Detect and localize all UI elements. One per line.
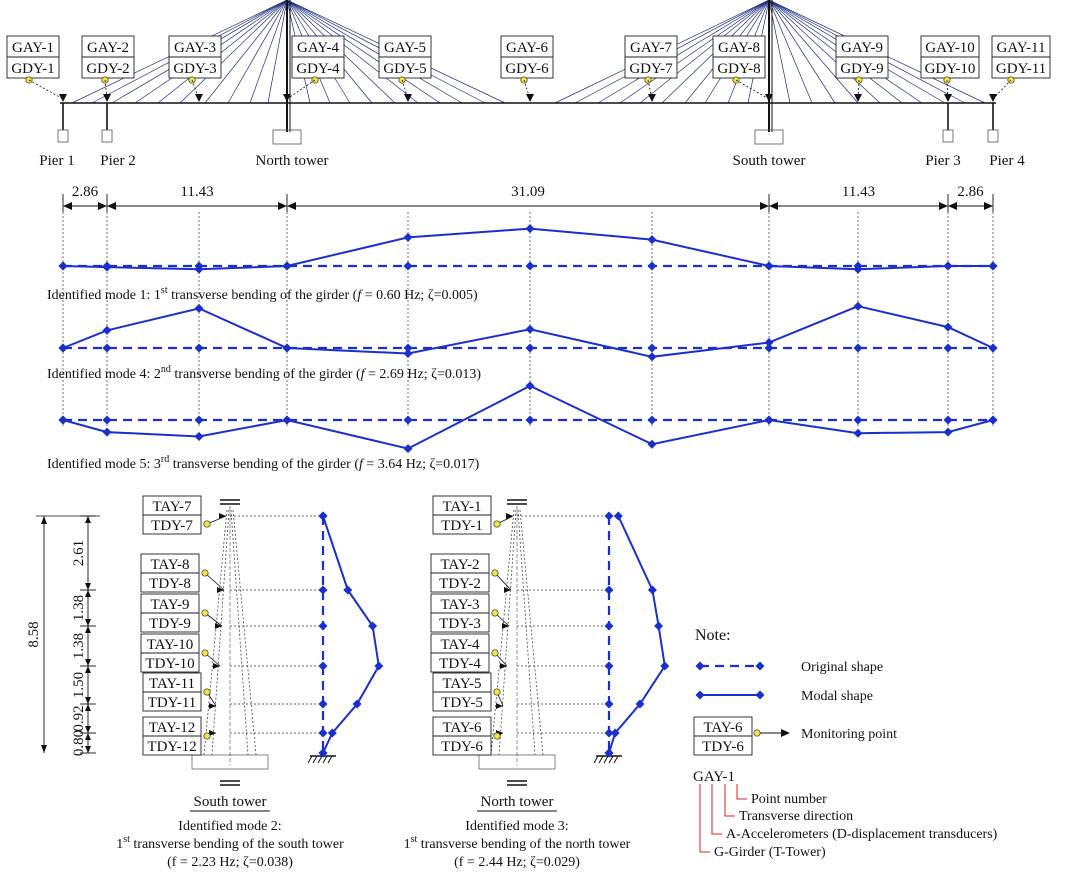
pier-1-foundation bbox=[58, 130, 68, 142]
total-height-label: 8.58 bbox=[26, 621, 42, 648]
tower-modal-shape bbox=[609, 516, 665, 753]
height-dim-5: 0.92 bbox=[71, 705, 87, 732]
tower-sensor-dot bbox=[494, 689, 500, 695]
modal-shape-node bbox=[648, 440, 657, 449]
modal-shape-node bbox=[283, 416, 292, 425]
tower-original-node bbox=[605, 700, 614, 709]
tower-sensor-dot bbox=[204, 733, 210, 739]
sensor-tdy-label: TDY-11 bbox=[147, 695, 197, 711]
legend-dot bbox=[754, 730, 760, 736]
sensor-tay-label: TAY-2 bbox=[440, 557, 480, 573]
original-shape-node bbox=[944, 344, 953, 353]
tower-caption-1: Identified mode 3: bbox=[465, 819, 569, 834]
caption-text: 1 bbox=[403, 837, 411, 852]
sensor-arrow bbox=[989, 94, 997, 102]
modal-shape-node bbox=[526, 224, 535, 233]
modal-shape-node bbox=[404, 349, 413, 358]
modal-shape-node bbox=[283, 344, 292, 353]
modal-shape-node bbox=[526, 325, 535, 334]
original-shape-node bbox=[404, 416, 413, 425]
pier-2-foundation bbox=[102, 130, 112, 142]
legend-code-bracket bbox=[700, 784, 710, 852]
dim-arrow bbox=[760, 202, 769, 210]
cable bbox=[769, 0, 812, 103]
tower-modal-node bbox=[319, 512, 328, 521]
original-shape-node bbox=[854, 344, 863, 353]
sensor-arrow bbox=[215, 623, 222, 629]
sensor-gdy-label: GDY-2 bbox=[86, 61, 130, 77]
span-dim-3: 31.09 bbox=[511, 184, 545, 200]
tower-sensor-dot bbox=[202, 650, 208, 656]
sensor-gdy-label: GDY-4 bbox=[296, 61, 340, 77]
caption-sup: st bbox=[160, 285, 168, 296]
sensor-gdy-label: GDY-10 bbox=[924, 61, 976, 77]
sensor-tdy-label: TDY-4 bbox=[439, 656, 481, 672]
legend-original-node bbox=[756, 662, 765, 671]
height-dim-1: 2.61 bbox=[71, 539, 87, 567]
height-dim-3: 1.38 bbox=[71, 632, 87, 660]
legend-code-bracket bbox=[712, 784, 722, 834]
sensor-arrow bbox=[217, 587, 224, 593]
sensor-gay-label: GAY-1 bbox=[12, 40, 54, 56]
sensor-tay-label: TAY-3 bbox=[440, 597, 480, 613]
tower-original-node bbox=[605, 586, 614, 595]
modal-shape-node bbox=[103, 428, 112, 437]
sensor-arrow bbox=[944, 94, 952, 102]
modal-shape-node bbox=[526, 381, 535, 390]
tower-sensor-dot bbox=[204, 521, 210, 527]
tower-modal-node bbox=[614, 512, 623, 521]
sensor-tay-label: TAY-11 bbox=[148, 676, 196, 692]
height-dim-arrow bbox=[85, 516, 91, 523]
girder-sensor-8 bbox=[713, 36, 765, 78]
height-dim-6: 0.80 bbox=[71, 729, 87, 757]
sensor-arrow bbox=[213, 663, 220, 669]
fixed-support-hatch bbox=[308, 756, 312, 763]
legend-title: Note: bbox=[695, 627, 731, 644]
legend-original-label: Original shape bbox=[801, 660, 884, 675]
north_tower-sensor-2 bbox=[431, 554, 511, 593]
modal-shape-line bbox=[63, 229, 993, 270]
dim-arrow bbox=[948, 202, 957, 210]
sensor-arrow bbox=[504, 587, 511, 593]
south-tower-label: South tower bbox=[732, 153, 806, 169]
modal-shape-node bbox=[195, 304, 204, 313]
dim-arrow bbox=[98, 202, 107, 210]
fixed-support-hatch bbox=[313, 756, 317, 763]
modal-shape-node bbox=[944, 262, 953, 271]
sensor-tdy-label: TDY-12 bbox=[147, 739, 197, 755]
modal-shape-node bbox=[989, 344, 998, 353]
legend-code-bracket bbox=[737, 784, 747, 799]
modal-shape-node bbox=[765, 262, 774, 271]
caption-text: transverse bending of the girder ( bbox=[170, 367, 361, 382]
girder-sensor-5 bbox=[379, 36, 431, 78]
original-shape-node bbox=[526, 344, 535, 353]
sensor-leader bbox=[736, 80, 769, 99]
sensor-leader bbox=[287, 80, 315, 99]
tower-caption-1: Identified mode 2: bbox=[178, 819, 282, 834]
sensor-tay-label: TAY-8 bbox=[150, 557, 190, 573]
sensor-tdy-label: TDY-9 bbox=[149, 616, 191, 632]
legend-code-part-4: G-Girder (T-Tower) bbox=[714, 845, 826, 860]
sensor-tay-label: TAY-1 bbox=[442, 499, 482, 515]
pier-4-foundation bbox=[988, 130, 998, 142]
legend-sample-tay: TAY-6 bbox=[703, 720, 743, 736]
sensor-arrow bbox=[195, 94, 203, 102]
caption-text: Identified mode 5: 3 bbox=[47, 457, 161, 472]
tower-sensor-dot bbox=[204, 689, 210, 695]
sensor-tdy-label: TDY-10 bbox=[145, 656, 195, 672]
north_tower-sensor-6 bbox=[433, 717, 503, 755]
original-shape-node bbox=[648, 262, 657, 271]
total-height-arrow bbox=[41, 745, 47, 753]
caption-text: transverse bending of the north tower bbox=[417, 837, 631, 852]
sensor-gay-label: GAY-10 bbox=[925, 40, 975, 56]
original-shape-node bbox=[404, 262, 413, 271]
sensor-tdy-label: TDY-3 bbox=[439, 616, 481, 632]
sensor-arrow bbox=[526, 94, 534, 102]
fixed-support-hatch bbox=[318, 756, 322, 763]
tower-modal-shape bbox=[323, 516, 379, 753]
dim-arrow bbox=[107, 202, 116, 210]
sensor-gay-label: GAY-5 bbox=[384, 40, 426, 56]
tower-caption-2 bbox=[116, 834, 344, 852]
original-shape-node bbox=[944, 416, 953, 425]
modal-shape-node bbox=[648, 352, 657, 361]
sensor-tay-label: TAY-4 bbox=[440, 637, 480, 653]
dim-arrow bbox=[287, 202, 296, 210]
modal-shape-node bbox=[103, 263, 112, 272]
modal-shape-node bbox=[989, 262, 998, 271]
girder-sensor-7 bbox=[625, 36, 677, 78]
legend-original-node bbox=[696, 662, 705, 671]
modal-shape-line bbox=[63, 386, 993, 449]
span-dim-5: 2.86 bbox=[957, 184, 984, 200]
girder-mode-caption bbox=[47, 454, 480, 472]
sensor-gay-label: GAY-2 bbox=[87, 40, 129, 56]
span-dim-2: 11.43 bbox=[180, 184, 214, 200]
caption-f: f bbox=[358, 457, 363, 472]
tower-sensor-dot bbox=[492, 650, 498, 656]
dim-arrow bbox=[278, 202, 287, 210]
girder-sensor-6 bbox=[501, 36, 553, 78]
caption-text: transverse bending of the south tower bbox=[129, 837, 344, 852]
sensor-tdy-label: TDY-6 bbox=[441, 739, 483, 755]
tower-sensor-dot bbox=[494, 521, 500, 527]
south_tower-sensor-2 bbox=[141, 554, 224, 593]
caption-sup: rd bbox=[160, 454, 170, 465]
legend-modal-node bbox=[756, 691, 765, 700]
modal-shape-node bbox=[989, 416, 998, 425]
fixed-support-hatch bbox=[604, 756, 608, 763]
tower-modal-node bbox=[648, 586, 657, 595]
sensor-tdy-label: TDY-2 bbox=[439, 576, 481, 592]
legend-modal-label: Modal shape bbox=[801, 689, 873, 704]
legend-code-bracket bbox=[725, 784, 735, 816]
height-dim-arrow bbox=[85, 583, 91, 590]
original-shape-node bbox=[854, 416, 863, 425]
girder-mode-caption bbox=[47, 285, 478, 303]
tower-sensor-dot bbox=[202, 570, 208, 576]
modal-shape-node bbox=[59, 262, 68, 271]
modal-shape-node bbox=[854, 302, 863, 311]
pier-2-label: Pier 2 bbox=[100, 153, 136, 169]
tower-name: North tower bbox=[480, 794, 554, 810]
sensor-tdy-label: TDY-5 bbox=[441, 695, 483, 711]
tower-original-node bbox=[319, 662, 328, 671]
caption-text: Identified mode 4: 2 bbox=[47, 367, 161, 382]
tower-original-node bbox=[605, 662, 614, 671]
sensor-leader bbox=[29, 80, 63, 99]
legend-code-part-1: Point number bbox=[751, 792, 827, 807]
girder-mode-1 bbox=[63, 229, 993, 270]
dim-arrow bbox=[984, 202, 993, 210]
fixed-support-hatch bbox=[328, 756, 332, 763]
original-shape-node bbox=[648, 344, 657, 353]
fixed-support-hatch bbox=[323, 756, 327, 763]
girder-sensor-3 bbox=[169, 36, 221, 78]
sensor-gdy-label: GDY-5 bbox=[383, 61, 427, 77]
sensor-gay-label: GAY-11 bbox=[996, 40, 1046, 56]
dim-arrow bbox=[769, 202, 778, 210]
north-tower-foundation bbox=[273, 130, 301, 144]
total-height-arrow bbox=[41, 516, 47, 524]
modal-shape-node bbox=[648, 235, 657, 244]
sensor-arrow bbox=[219, 513, 226, 519]
tower-sensor-dot bbox=[492, 610, 498, 616]
caption-sup: st bbox=[410, 834, 418, 845]
original-shape-node bbox=[103, 344, 112, 353]
tower-original-node bbox=[319, 700, 328, 709]
modal-shape-node bbox=[195, 432, 204, 441]
sensor-tdy-label: TDY-8 bbox=[149, 576, 191, 592]
modal-shape-node bbox=[59, 344, 68, 353]
modal-shape-node bbox=[103, 326, 112, 335]
north_tower-group bbox=[431, 496, 665, 811]
girder-sensor-1 bbox=[7, 36, 59, 78]
caption-text: = 3.64 Hz; ζ=0.017) bbox=[362, 457, 480, 472]
caption-sup: st bbox=[123, 834, 130, 845]
girder-sensor-4 bbox=[292, 36, 344, 78]
sensor-arrow bbox=[59, 94, 67, 102]
sensor-arrow bbox=[500, 663, 507, 669]
sensor-arrow bbox=[648, 94, 656, 102]
original-shape-node bbox=[103, 416, 112, 425]
tower-original-node bbox=[319, 586, 328, 595]
girder-sensor-10 bbox=[921, 36, 979, 78]
modal-shape-node bbox=[854, 429, 863, 438]
modal-shape-node bbox=[404, 233, 413, 242]
caption-text: Identified mode 1: 1 bbox=[47, 288, 161, 303]
span-dim-1: 2.86 bbox=[71, 184, 99, 200]
sensor-gay-label: GAY-6 bbox=[506, 40, 548, 56]
sensor-tay-label: TAY-7 bbox=[152, 499, 192, 515]
tower-name: South tower bbox=[193, 794, 267, 810]
legend-code: GAY-1 bbox=[693, 769, 735, 785]
sensor-gdy-label: GDY-11 bbox=[995, 61, 1047, 77]
pier-3-foundation bbox=[943, 130, 953, 142]
caption-f: f bbox=[360, 367, 365, 382]
girder-mode-caption bbox=[47, 364, 481, 382]
tower-original-node bbox=[319, 622, 328, 631]
sensor-arrow bbox=[103, 94, 111, 102]
north_tower-sensor-5 bbox=[433, 673, 503, 711]
height-dim-arrow bbox=[85, 626, 91, 633]
sensor-tay-label: TAY-10 bbox=[146, 637, 194, 653]
sensor-tdy-label: TDY-7 bbox=[151, 518, 193, 534]
fixed-support-hatch bbox=[609, 756, 613, 763]
tower-original-node bbox=[319, 729, 328, 738]
sensor-gdy-label: GDY-6 bbox=[505, 61, 549, 77]
sensor-tay-label: TAY-5 bbox=[442, 676, 482, 692]
sensor-tay-label: TAY-12 bbox=[148, 720, 196, 736]
dim-arrow bbox=[63, 202, 72, 210]
south_tower-sensor-3 bbox=[141, 594, 222, 632]
south-tower-foundation bbox=[755, 130, 783, 144]
dim-arrow bbox=[939, 202, 948, 210]
tower-original-node bbox=[605, 512, 614, 521]
sensor-gdy-label: GDY-8 bbox=[717, 61, 761, 77]
sensor-tdy-label: TDY-1 bbox=[441, 518, 483, 534]
girder-mode-3 bbox=[63, 386, 993, 449]
fixed-support-hatch bbox=[599, 756, 603, 763]
tower-caption-3: (f = 2.23 Hz; ζ=0.038) bbox=[167, 855, 293, 870]
sensor-tay-label: TAY-9 bbox=[150, 597, 190, 613]
original-shape-node bbox=[526, 262, 535, 271]
legend-code-part-2: Transverse direction bbox=[739, 809, 854, 824]
caption-text: 1 bbox=[116, 837, 124, 852]
legend-sample-tdy: TDY-6 bbox=[702, 739, 744, 755]
tower-sensor-dot bbox=[492, 570, 498, 576]
caption-text: transverse bending of the girder ( bbox=[167, 288, 358, 303]
fixed-support-hatch bbox=[614, 756, 618, 763]
sensor-gdy-label: GDY-3 bbox=[173, 61, 217, 77]
sensor-arrow bbox=[854, 94, 862, 102]
modal-shape-node bbox=[765, 416, 774, 425]
sensor-arrow bbox=[502, 623, 509, 629]
legend-code-part-3: A-Accelerometers (D-displacement transducers) bbox=[726, 827, 998, 842]
sensor-gay-label: GAY-4 bbox=[297, 40, 339, 56]
original-shape-node bbox=[648, 416, 657, 425]
sensor-gdy-label: GDY-9 bbox=[840, 61, 884, 77]
north-tower-label: North tower bbox=[255, 153, 329, 169]
modal-shape-node bbox=[59, 416, 68, 425]
sensor-tay-label: TAY-6 bbox=[442, 720, 482, 736]
tower-caption-3: (f = 2.44 Hz; ζ=0.029) bbox=[454, 855, 580, 870]
south_tower-group bbox=[141, 496, 379, 811]
legend-monitoring-label: Monitoring point bbox=[801, 727, 898, 742]
sensor-arrow bbox=[404, 94, 412, 102]
sensor-gdy-label: GDY-1 bbox=[11, 61, 55, 77]
caption-f: f bbox=[357, 288, 362, 303]
modal-shape-node bbox=[765, 338, 774, 347]
original-shape-node bbox=[195, 416, 204, 425]
tower-sensor-dot bbox=[202, 610, 208, 616]
height-dim-2: 1.38 bbox=[71, 594, 87, 622]
caption-sup: nd bbox=[160, 364, 171, 375]
caption-text: transverse bending of the girder ( bbox=[169, 457, 359, 472]
sensor-gay-label: GAY-7 bbox=[630, 40, 672, 56]
south_tower-sensor-1 bbox=[143, 496, 226, 534]
girder-sensor-2 bbox=[82, 36, 134, 78]
height-dim-4: 1.50 bbox=[71, 671, 87, 699]
sensor-gay-label: GAY-9 bbox=[841, 40, 883, 56]
sensor-gay-label: GAY-3 bbox=[174, 40, 216, 56]
legend-arrow-head bbox=[781, 729, 790, 737]
modal-shape-node bbox=[283, 262, 292, 271]
modal-shape-node bbox=[404, 444, 413, 453]
original-shape-node bbox=[526, 416, 535, 425]
modal-shape-node bbox=[944, 428, 953, 437]
tower-sensor-dot bbox=[494, 733, 500, 739]
girder-sensor-11 bbox=[992, 36, 1050, 78]
span-dim-4: 11.43 bbox=[841, 184, 876, 200]
sensor-gdy-label: GDY-7 bbox=[629, 61, 673, 77]
tower-modal-node bbox=[654, 622, 663, 631]
sensor-gay-label: GAY-8 bbox=[718, 40, 760, 56]
fixed-support-hatch bbox=[594, 756, 598, 763]
pier-3-label: Pier 3 bbox=[925, 153, 961, 169]
tower-original-node bbox=[605, 622, 614, 631]
caption-text: = 2.69 Hz; ζ=0.013) bbox=[364, 367, 481, 382]
original-shape-node bbox=[195, 344, 204, 353]
tower-modal-node bbox=[374, 662, 383, 671]
pier-4-label: Pier 4 bbox=[989, 153, 1025, 169]
caption-text: = 0.60 Hz; ζ=0.005) bbox=[361, 288, 478, 303]
north_tower-sensor-1 bbox=[433, 496, 513, 534]
modal-shape-node bbox=[944, 323, 953, 332]
tower-caption-2 bbox=[404, 834, 631, 852]
girder-sensor-9 bbox=[836, 36, 888, 78]
legend-modal-node bbox=[696, 691, 705, 700]
pier-1-label: Pier 1 bbox=[39, 153, 75, 169]
